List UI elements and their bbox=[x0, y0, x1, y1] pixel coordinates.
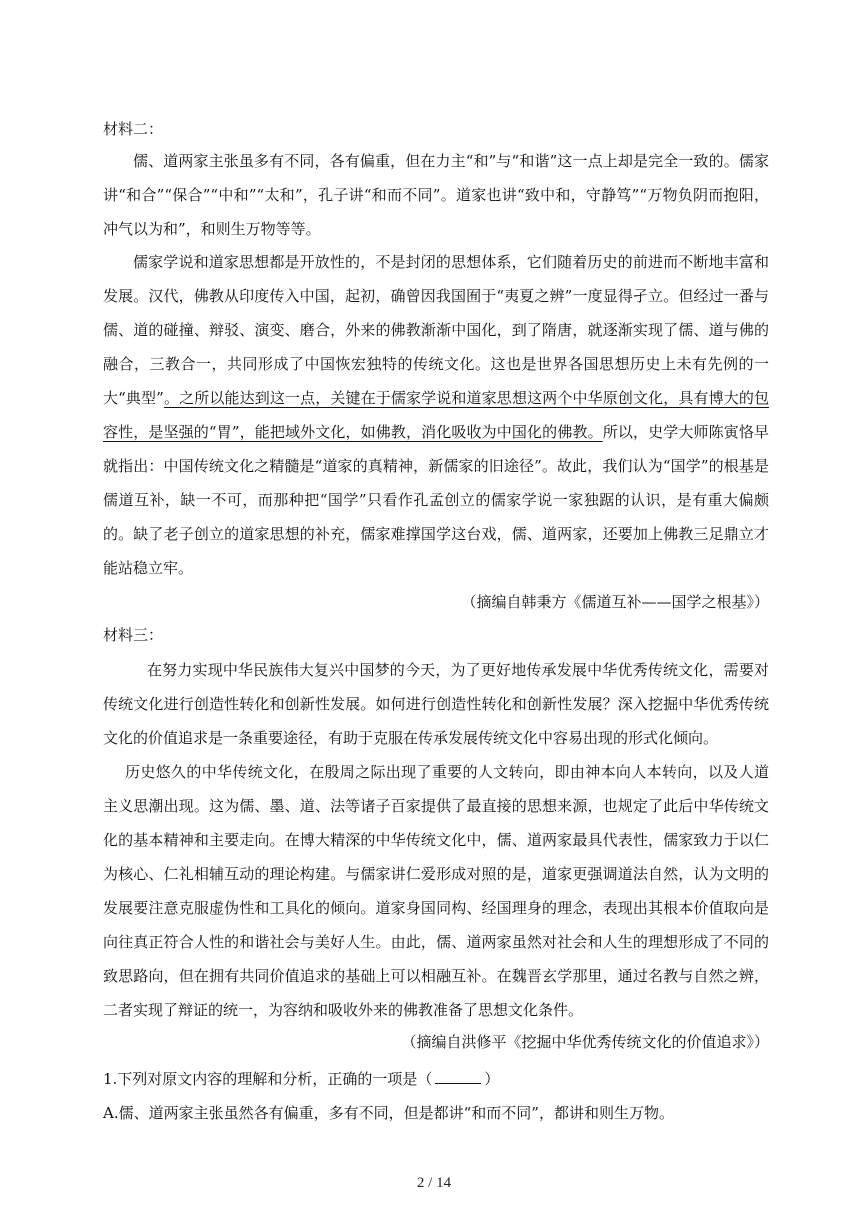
answer-blank[interactable] bbox=[435, 1069, 481, 1084]
question-text: 1.下列对原文内容的理解和分析，正确的一项是（ bbox=[103, 1070, 433, 1088]
underlined-passage: 。之所以能达到这一点，关键在于儒家学说和道家思想这两个中华原创文化，具有博大的包容性，是坚强的“胃”，能把域外文化，如佛教，消化吸收为中国化的佛教。 bbox=[103, 389, 769, 441]
material-3-paragraph-1: 在努力实现中华民族伟大复兴中国梦的今天，为了更好地传承发展中华优秀传统文化，需要对传统文化进行创造性转化和创新性发展。如何进行创造性转化和创新性发展？深入挖掘中华优秀传统文化的价值追求是一条重要途径，有助于克服在传承发展传统文化中容易出现的形式化倾向。 bbox=[103, 661, 769, 747]
paragraph-text: 儒家学说和道家思想都是开放性的，不是封闭的思想体系，它们随着历史的前进而不断地丰富和发展。汉代，佛教从印度传入中国，起初，确曾因我国囿于“夷夏之辨”一度显得孑立。但经过一番与儒、道的碰撞、辩驳、演变、磨合，外来的佛教渐渐中国化，到了隋唐，就逐渐实现了儒、道与佛的融合，三教合一，共同形成了中国恢宏独特的传统文化。这也是世界各国思想历史上未有先例的一大“典型” bbox=[103, 253, 769, 407]
material-3-paragraph-2: 历史悠久的中华传统文化，在殷周之际出现了重要的人文转向，即由神本向人本转向，以及人道主义思潮出现。这为儒、墨、道、法等诸子百家提供了最直接的思想来源，也规定了此后中华传统文化的基本精神和主要走向。在博大精深的中华传统文化中，儒、道两家最具代表性，儒家致力于以仁为核心、仁礼相辅互动的理论构建。与儒家讲仁爱形成对照的是，道家更强调道法自然，认为文明的发展要注意克服虚伪性和工具化的倾向。道家身国同构、经国理身的理念，表现出其根本价值取向是向往真正符合人性的和谐社会与美好人生。由此，儒、道两家虽然对社会和人生的理想形成了不同的致思路向，但在拥有共同价值追求的基础上可以相融互补。在魏晋玄学那里，通过名教与自然之辨，二者实现了辩证的统一，为容纳和吸收外来的佛教准备了思想文化条件。 bbox=[103, 763, 769, 1019]
material-3-heading: 材料三： bbox=[103, 626, 164, 644]
material-2-heading: 材料二： bbox=[103, 120, 164, 138]
question-text-end: ） bbox=[484, 1070, 500, 1088]
paragraph-text: 所以，史学大师陈寅恪早就指出：中国传统文化之精髓是“道家的真精神，新儒家的旧途径”。故此，我们认为“国学”的根基是儒道互补，缺一不可，而那种把“国学”只看作孔孟创立的儒家学说一家独踞的认识，是有重大偏颇的。缺了老子创立的道家思想的补充，儒家难撑国学这台戏，儒、道两家，还要加上佛教三足鼎立才能站稳立牢。 bbox=[103, 423, 769, 577]
material-2-paragraph-2 bbox=[103, 245, 769, 585]
material-2-paragraph-1: 儒、道两家主张虽多有不同，各有偏重，但在力主“和”与“和谐”这一点上却是完全一致的。儒家讲“和合”“保合”“中和”“太和”，孔子讲“和而不同”。道家也讲“致中和，守静笃”“万物负阴而抱阳，冲气以为和”，和则生万物等等。 bbox=[103, 152, 769, 238]
question-1-stem bbox=[103, 1062, 769, 1096]
page-indicator: 2 / 14 bbox=[416, 1175, 452, 1191]
question-1-option-a: A.儒、道两家主张虽然各有偏重，多有不同，但是都讲“和而不同”，都讲和则生万物。 bbox=[103, 1104, 674, 1122]
material-2-source: （摘编自韩秉方《儒道互补——国学之根基》） bbox=[461, 593, 769, 611]
material-3-source: （摘编自洪修平《挖掘中华优秀传统文化的价值追求》） bbox=[401, 1033, 769, 1051]
